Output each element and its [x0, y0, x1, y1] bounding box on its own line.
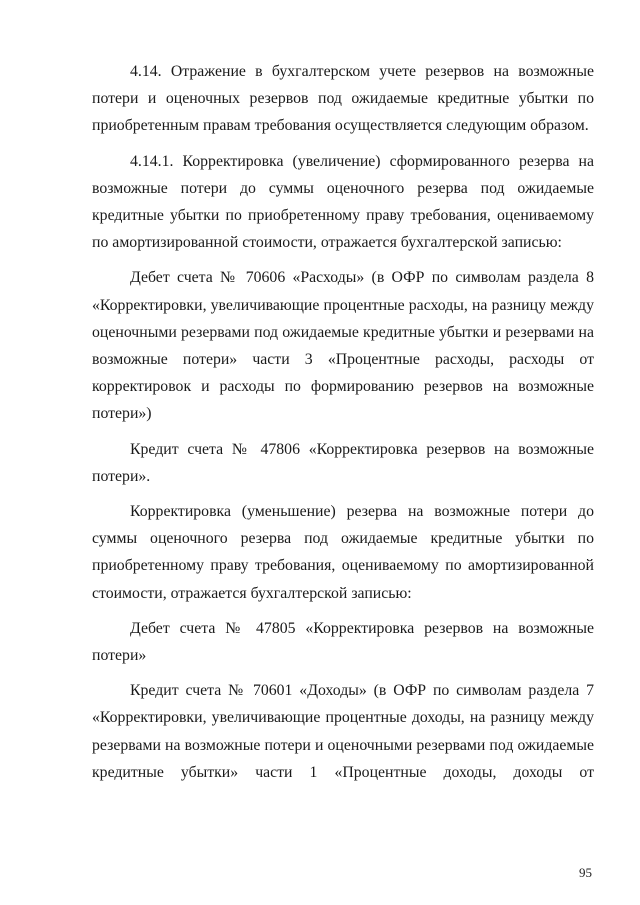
paragraph-credit-47806: Кредит счета № 47806 «Корректировка резервов на возможные потери».	[92, 440, 594, 485]
paragraph-4-14-1: 4.14.1. Корректировка (увеличение) сформированного резерва на возможные потери до суммы оценочного резерва под ожидаемые кредитные убытки по приобретенному праву требования, оцениваемому по амортизированной стоимости, отражается бухгалтерской записью:	[92, 152, 594, 252]
body-text	[92, 58, 594, 786]
paragraph-debit-47805: Дебет счета № 47805 «Корректировка резервов на возможные потери»	[92, 619, 594, 665]
paragraph-4-14: 4.14. Отражение в бухгалтерском учете резервов на возможные потери и оценочных резервов под ожидаемые кредитные убытки по приобретенным правам требования осуществляется следующим образом.	[92, 63, 594, 135]
page-number: 95	[579, 865, 592, 880]
paragraph-credit-70601: Кредит счета № 70601 «Доходы» (в ОФР по символам раздела 7 «Корректировки, увеличивающие процентные доходы, на разницу между резервами на возможные потери и оценочными резервами под ожидаемые кредитные убытки» части 1 «Процентные доходы, доходы от	[92, 682, 594, 781]
paragraph-adjustment-decrease: Корректировка (уменьшение) резерва на возможные потери до суммы оценочного резерва под ожидаемые кредитные убытки по приобретенному праву требования, оцениваемому по амортизированной стоимости, отражается бухгалтерской записью:	[92, 503, 594, 602]
paragraph-debit-70606: Дебет счета № 70606 «Расходы» (в ОФР по символам раздела 8 «Корректировки, увеличивающие процентные расходы, на разницу между оценочными резервами под ожидаемые кредитные убытки и резервами на возможные потери» части 3 «Процентные расходы, расходы от корректировок и расходы по формированию резервов на возможные потери»)	[92, 269, 594, 423]
